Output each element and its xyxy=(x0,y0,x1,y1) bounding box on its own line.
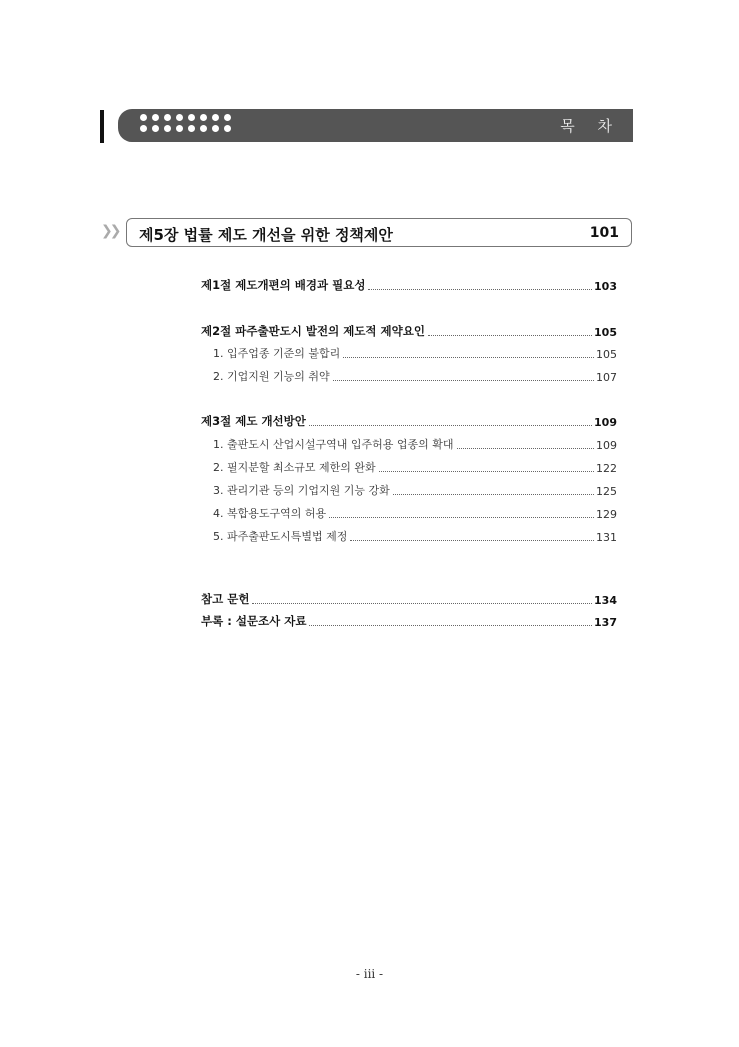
dot-leader xyxy=(343,357,594,358)
toc-label: 5. 파주출판도시특별법 제정 xyxy=(213,530,348,543)
toc-label: 부록 : 설문조사 자료 xyxy=(201,614,307,628)
dot-leader xyxy=(309,625,592,626)
dot-leader xyxy=(379,471,594,472)
chevron-right-icon: ❯❯ xyxy=(101,223,119,239)
toc-page-number: 129 xyxy=(596,508,617,521)
toc-label: 제2절 파주출판도시 발전의 제도적 제약요인 xyxy=(201,324,425,338)
toc-page-number: 131 xyxy=(596,531,617,544)
dot-leader xyxy=(457,448,595,449)
toc-subsection[interactable] xyxy=(213,528,617,544)
dot-leader xyxy=(329,517,594,518)
dot-leader xyxy=(333,380,594,381)
toc-page-number: 107 xyxy=(596,371,617,384)
dot-leader xyxy=(252,603,592,604)
toc-label: 1. 입주업종 기준의 불합리 xyxy=(213,347,341,360)
toc-subsection[interactable] xyxy=(213,459,617,475)
toc-page-number: 134 xyxy=(594,594,617,607)
toc-page-number: 109 xyxy=(596,439,617,452)
toc-label: 참고 문헌 xyxy=(201,592,250,606)
toc-page-number: 122 xyxy=(596,462,617,475)
toc-label: 1. 출판도시 산업시설구역내 입주허용 업종의 확대 xyxy=(213,438,454,451)
chapter-heading[interactable] xyxy=(126,218,632,247)
toc-subsection[interactable] xyxy=(213,368,617,384)
toc-page-number: 105 xyxy=(594,326,617,339)
toc-label: 4. 복합용도구역의 허용 xyxy=(213,507,327,520)
toc-subsection[interactable] xyxy=(213,436,617,452)
dot-pattern-decoration xyxy=(140,114,236,132)
header-banner xyxy=(118,109,633,142)
toc-appendix[interactable] xyxy=(201,613,617,629)
dot-leader xyxy=(350,540,594,541)
toc-label: 3. 관리기관 등의 기업지원 기능 강화 xyxy=(213,484,390,497)
toc-section-2[interactable] xyxy=(201,323,617,339)
toc-section-1[interactable] xyxy=(201,277,617,293)
toc-page-number: 105 xyxy=(596,348,617,361)
toc-label: 제3절 제도 개선방안 xyxy=(201,414,306,428)
toc-label: 2. 기업지원 기능의 취약 xyxy=(213,370,330,383)
dot-leader xyxy=(368,289,592,290)
chapter-title: 제5장 법률 제도 개선을 위한 정책제안 xyxy=(139,226,393,244)
chapter-page-number: 101 xyxy=(589,225,619,241)
toc-section-3[interactable] xyxy=(201,413,617,429)
toc-label: 2. 필지분할 최소규모 제한의 완화 xyxy=(213,461,376,474)
toc-subsection[interactable] xyxy=(213,345,617,361)
page-title: 목 차 xyxy=(560,117,621,135)
dot-leader xyxy=(428,335,592,336)
toc-page-number: 109 xyxy=(594,416,617,429)
toc-page-number: 125 xyxy=(596,485,617,498)
dot-leader xyxy=(393,494,594,495)
dot-leader xyxy=(309,425,592,426)
header-accent-bar xyxy=(100,110,104,143)
toc-label: 제1절 제도개편의 배경과 필요성 xyxy=(201,278,366,292)
toc-subsection[interactable] xyxy=(213,482,617,498)
page-number-footer: - iii - xyxy=(355,967,384,981)
toc-references[interactable] xyxy=(201,591,617,607)
toc-page-number: 137 xyxy=(594,616,617,629)
toc-page-number: 103 xyxy=(594,280,617,293)
toc-subsection[interactable] xyxy=(213,505,617,521)
